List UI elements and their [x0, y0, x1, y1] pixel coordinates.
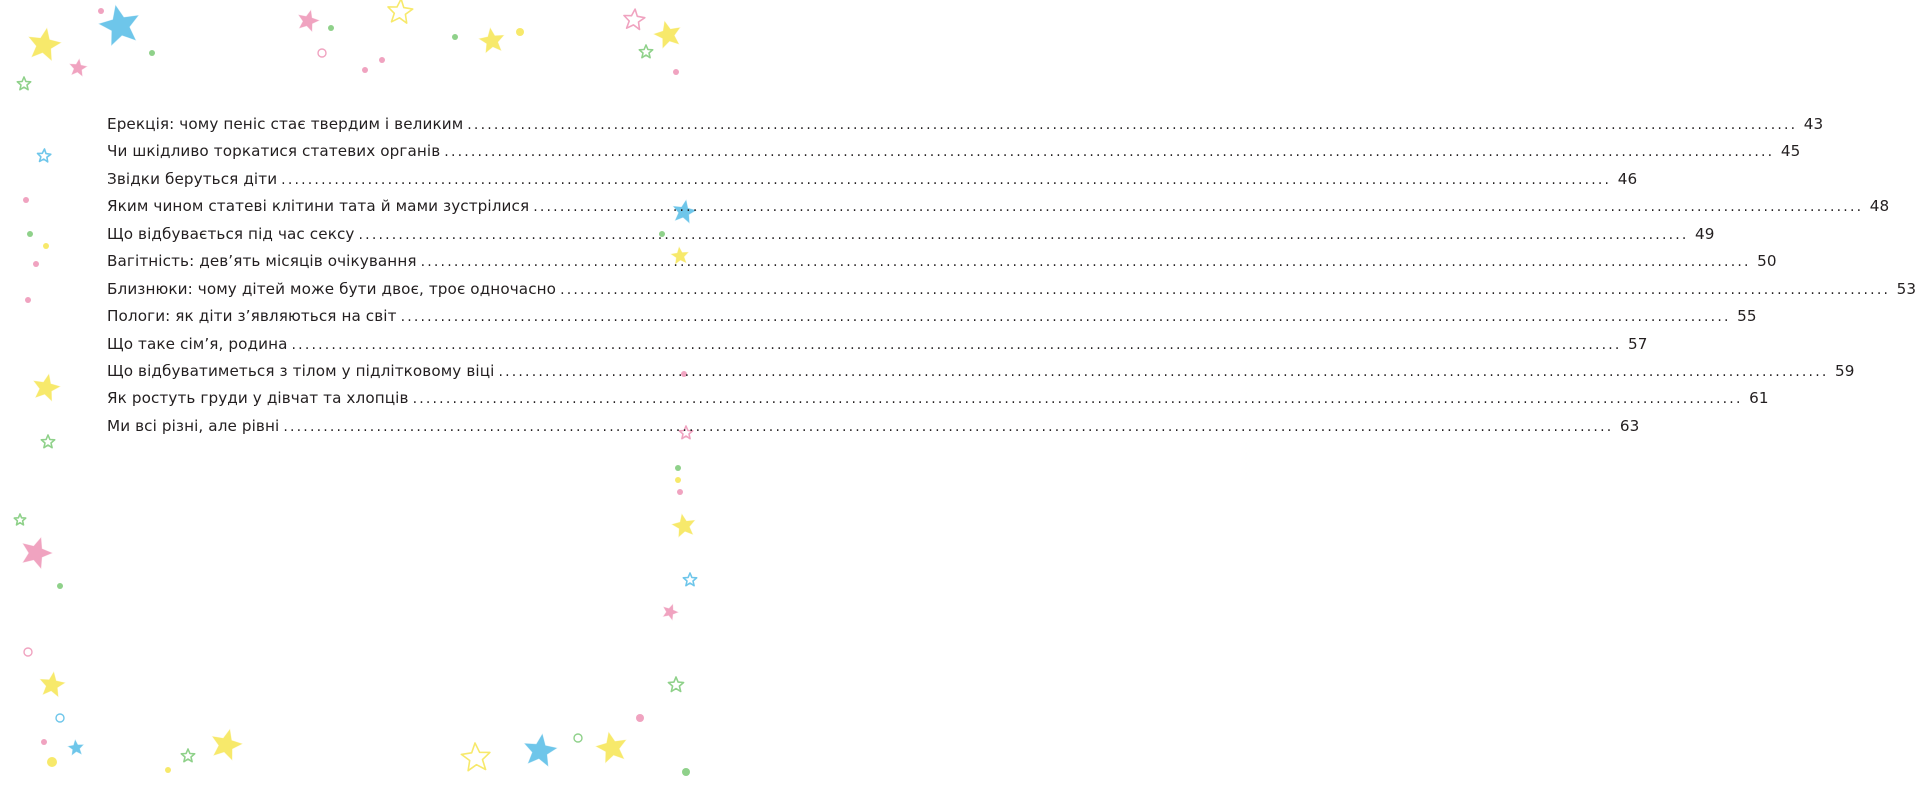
- dot-leader: ........................................................................................................................................................................................................: [281, 171, 1612, 188]
- star-icon: [38, 149, 51, 162]
- star-icon: [524, 733, 558, 767]
- star-icon: [14, 514, 25, 525]
- toc-entry-page: 49: [1695, 224, 1715, 243]
- star-icon: [33, 373, 61, 401]
- toc-entry-page: 63: [1619, 416, 1640, 435]
- toc-entry-title: Звідки беруться діти: [107, 169, 278, 188]
- dot-leader: ........................................................................................................................................................................................................: [412, 391, 1743, 408]
- toc-entry-title: Вагітність: дев’ять місяців очікування: [107, 252, 417, 271]
- toc-entry[interactable]: [107, 307, 1757, 334]
- dot-icon: [677, 489, 683, 495]
- star-icon: [671, 513, 695, 538]
- dot-icon: [23, 197, 29, 203]
- toc-entry[interactable]: [107, 416, 1640, 444]
- star-icon: [478, 27, 504, 53]
- dot-icon: [362, 67, 368, 73]
- dot-icon: [24, 648, 32, 656]
- dot-icon: [574, 734, 582, 742]
- star-icon: [39, 671, 65, 697]
- dot-leader: ........................................................................................................................................................................................................: [467, 117, 1798, 133]
- dot-icon: [673, 69, 679, 75]
- star-icon: [67, 739, 84, 756]
- dot-leader: ........................................................................................................................................................................................................: [420, 254, 1751, 271]
- toc-entry[interactable]: [107, 142, 1801, 169]
- dot-icon: [98, 8, 104, 14]
- dot-leader: ........................................................................................................................................................................................................: [560, 281, 1891, 298]
- toc-entry-title: Що відбувається під час сексу: [107, 224, 355, 243]
- toc-entry[interactable]: [107, 389, 1769, 416]
- toc-entry-page: 61: [1749, 389, 1769, 408]
- toc-entry-page: 45: [1780, 142, 1801, 161]
- toc-entry[interactable]: [107, 224, 1715, 252]
- dot-leader: ........................................................................................................................................................................................................: [283, 418, 1614, 435]
- toc-entry-title: Яким чином статеві клітини тата й мами зустрілися: [107, 197, 530, 216]
- toc-entry-page: 57: [1628, 334, 1648, 353]
- toc-entry-title: Ерекція: чому пеніс стає твердим і великим: [107, 115, 464, 133]
- toc-entry[interactable]: [107, 334, 1648, 362]
- star-icon: [298, 9, 320, 32]
- star-icon: [181, 749, 194, 762]
- star-icon: [639, 45, 652, 58]
- toc-entry-page: 53: [1896, 279, 1916, 298]
- toc-entry-page: 48: [1869, 197, 1890, 216]
- star-icon: [683, 573, 696, 586]
- star-icon: [461, 743, 490, 771]
- star-icon: [212, 729, 243, 761]
- dot-icon: [318, 49, 326, 57]
- dot-icon: [33, 261, 39, 267]
- toc-entry[interactable]: [107, 361, 1855, 389]
- toc-entry[interactable]: [107, 279, 1916, 307]
- star-icon: [17, 77, 30, 90]
- dot-icon: [516, 28, 524, 36]
- toc-entry-page: 43: [1803, 115, 1824, 133]
- toc-entry[interactable]: [107, 197, 1890, 224]
- dot-icon: [379, 57, 385, 63]
- star-icon: [22, 537, 53, 569]
- star-icon: [69, 58, 88, 77]
- toc-entry-title: Пологи: як діти з’являються на світ: [107, 307, 397, 326]
- dot-icon: [57, 583, 63, 589]
- dot-icon: [636, 714, 644, 722]
- star-icon: [668, 677, 683, 692]
- toc-entry-page: 55: [1737, 307, 1757, 326]
- dot-icon: [27, 231, 33, 237]
- dot-leader: ........................................................................................................................................................................................................: [291, 336, 1622, 353]
- toc-entry[interactable]: [107, 115, 1824, 142]
- star-icon: [653, 20, 681, 49]
- table-of-contents: [107, 115, 1916, 444]
- toc-entry-title: Близнюки: чому дітей може бути двоє, троє одночасно: [107, 279, 557, 298]
- star-icon: [624, 9, 645, 29]
- toc-entry[interactable]: [107, 252, 1777, 279]
- dot-icon: [675, 477, 681, 483]
- dot-icon: [682, 768, 690, 776]
- star-icon: [41, 435, 54, 448]
- dot-leader: ........................................................................................................................................................................................................: [400, 309, 1731, 326]
- dot-leader: ........................................................................................................................................................................................................: [498, 363, 1829, 380]
- star-icon: [663, 604, 680, 621]
- toc-entry-title: Ми всі різні, але рівні: [107, 416, 280, 435]
- dot-icon: [41, 739, 47, 745]
- star-icon: [388, 0, 413, 23]
- toc-entry-title: Що таке сім’я, родина: [107, 334, 288, 353]
- toc-entry-page: 46: [1617, 169, 1638, 188]
- dot-icon: [165, 767, 171, 773]
- dot-icon: [675, 465, 681, 471]
- toc-entry-page: 50: [1757, 252, 1777, 271]
- dot-leader: ........................................................................................................................................................................................................: [533, 199, 1864, 216]
- toc-entry[interactable]: [107, 169, 1638, 197]
- toc-entry-title: Що відбуватиметься з тілом у підлітковому віці: [107, 361, 495, 380]
- dot-leader: ........................................................................................................................................................................................................: [444, 144, 1775, 161]
- dot-icon: [43, 243, 49, 249]
- star-icon: [28, 27, 62, 61]
- dot-icon: [328, 25, 334, 31]
- dot-icon: [56, 714, 64, 722]
- toc-entry-page: 59: [1834, 361, 1855, 380]
- star-icon: [595, 731, 627, 763]
- toc-entry-title: Як ростуть груди у дівчат та хлопців: [107, 389, 409, 408]
- dot-leader: ........................................................................................................................................................................................................: [358, 226, 1689, 243]
- toc-entry-title: Чи шкідливо торкатися статевих органів: [107, 142, 441, 161]
- star-icon: [98, 5, 139, 47]
- dot-icon: [25, 297, 31, 303]
- dot-icon: [47, 757, 57, 767]
- dot-icon: [452, 34, 458, 40]
- dot-icon: [149, 50, 155, 56]
